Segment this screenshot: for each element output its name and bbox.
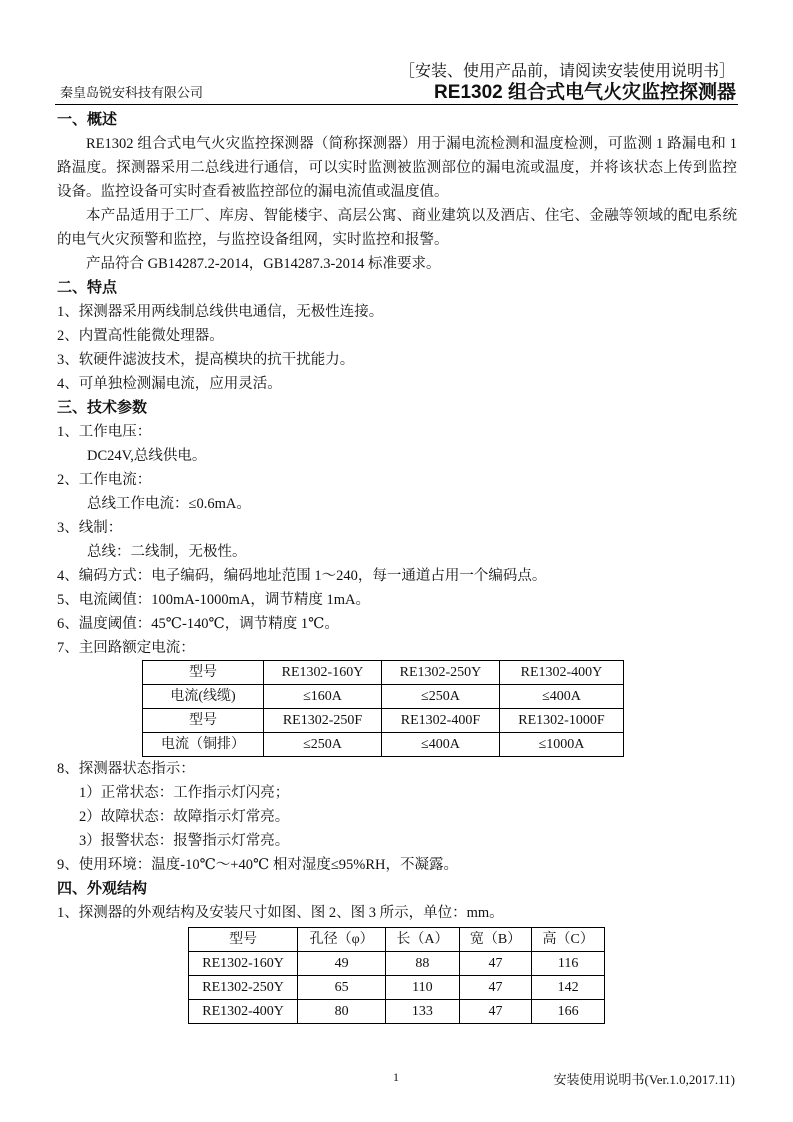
table-cell: 型号: [143, 661, 264, 685]
table-cell: 高（C）: [532, 928, 605, 952]
table-cell: ≤160A: [264, 685, 382, 709]
table-row: [189, 976, 605, 1000]
list-item-detail: 2）故障状态：故障指示灯常亮。: [79, 809, 290, 825]
table-cell: ≤250A: [381, 685, 499, 709]
list-item: 8、探测器状态指示：: [57, 761, 195, 777]
table-cell: ≤400A: [499, 685, 623, 709]
paragraph: 产品符合 GB14287.2-2014，GB14287.3-2014 标准要求。: [86, 256, 441, 272]
list-item: 3、线制：: [57, 520, 123, 536]
table-cell: 88: [386, 952, 460, 976]
list-item-detail: DC24V,总线供电。: [87, 448, 207, 464]
table-row: [143, 685, 624, 709]
rated-current-table: [142, 660, 624, 757]
list-item-detail: 3）报警状态：报警指示灯常亮。: [79, 833, 290, 849]
list-item: 1、探测器采用两线制总线供电通信，无极性连接。: [57, 304, 384, 320]
list-item: 1、探测器的外观结构及安装尺寸如图、图 2、图 3 所示，单位：mm。: [57, 905, 504, 921]
table-cell: RE1302-400F: [381, 709, 499, 733]
table-cell: 孔径（φ）: [298, 928, 386, 952]
table-cell: 142: [532, 976, 605, 1000]
table-row: [143, 661, 624, 685]
list-item: 7、主回路额定电流：: [57, 640, 195, 656]
list-item-detail: 总线工作电流：≤0.6mA。: [87, 496, 251, 512]
table-cell: ≤1000A: [499, 733, 623, 757]
section-heading-overview: 一、概述: [57, 111, 118, 128]
list-item: 4、编码方式：电子编码，编码地址范围 1～240，每一通道占用一个编码点。: [57, 568, 547, 584]
list-item: 2、工作电流：: [57, 472, 152, 488]
table-row: [189, 1000, 605, 1024]
paragraph: 本产品适用于工厂、库房、智能楼宇、高层公寓、商业建筑以及酒店、住宅、金融等领域的配电系统的电气火灾预警和监控，与监控设备组网，实时监控和报警。: [57, 208, 737, 248]
footer-version: 安装使用说明书(Ver.1.0,2017.11): [553, 1072, 735, 1087]
list-item: 4、可单独检测漏电流，应用灵活。: [57, 376, 282, 392]
table-row: [189, 928, 605, 952]
table-row: [143, 709, 624, 733]
table-cell: 电流（铜排）: [143, 733, 264, 757]
list-item-detail: 1）正常状态：工作指示灯闪亮；: [79, 785, 290, 801]
list-item: 5、电流阈值：100mA-1000mA，调节精度 1mA。: [57, 592, 370, 608]
table-cell: 110: [386, 976, 460, 1000]
table-row: [143, 733, 624, 757]
table-cell: 型号: [189, 928, 298, 952]
list-item: 9、使用环境：温度-10℃～+40℃ 相对湿度≤95%RH，不凝露。: [57, 857, 458, 873]
table-cell: RE1302-400Y: [189, 1000, 298, 1024]
company-name: 秦皇岛锐安科技有限公司: [60, 85, 204, 100]
page-number: 1: [393, 1070, 399, 1084]
table-cell: ≤400A: [381, 733, 499, 757]
paragraph: RE1302 组合式电气火灾监控探测器（简称探测器）用于漏电流检测和温度检测，可监测 1 路漏电和 1 路温度。探测器采用二总线进行通信，可以实时监测被监测部位的漏电流或温度，并将该状态上传到监控设备。监控设备可实时查看被监控部位的漏电流值或温度值。: [57, 136, 737, 200]
list-item-detail: 总线：二线制，无极性。: [87, 544, 247, 560]
table-cell: RE1302-250F: [264, 709, 382, 733]
table-cell: 49: [298, 952, 386, 976]
table-cell: 65: [298, 976, 386, 1000]
section-heading-structure: 四、外观结构: [57, 880, 148, 897]
table-cell: 47: [459, 1000, 532, 1024]
table-cell: RE1302-250Y: [189, 976, 298, 1000]
table-cell: 80: [298, 1000, 386, 1024]
table-cell: RE1302-160Y: [189, 952, 298, 976]
table-cell: 长（A）: [386, 928, 460, 952]
table-cell: 47: [459, 952, 532, 976]
table-cell: RE1302-250Y: [381, 661, 499, 685]
table-cell: 电流(线缆): [143, 685, 264, 709]
table-cell: 116: [532, 952, 605, 976]
document-title: RE1302 组合式电气火灾监控探测器: [434, 82, 736, 103]
section-heading-features: 二、特点: [57, 279, 118, 296]
table-cell: ≤250A: [264, 733, 382, 757]
table-cell: 宽（B）: [459, 928, 532, 952]
document-body: [57, 108, 737, 1024]
table-cell: RE1302-1000F: [499, 709, 623, 733]
header-note: ［安装、使用产品前，请阅读安装使用说明书］: [398, 63, 735, 80]
list-item: 3、软硬件滤波技术，提高模块的抗干扰能力。: [57, 352, 355, 368]
table-cell: 166: [532, 1000, 605, 1024]
table-row: [189, 952, 605, 976]
list-item: 2、内置高性能微处理器。: [57, 328, 224, 344]
table-cell: 型号: [143, 709, 264, 733]
table-cell: RE1302-160Y: [264, 661, 382, 685]
dimensions-table: [188, 927, 605, 1024]
list-item: 6、温度阈值：45℃-140℃，调节精度 1℃。: [57, 616, 339, 632]
section-heading-params: 三、技术参数: [57, 399, 148, 416]
table-cell: RE1302-400Y: [499, 661, 623, 685]
header-divider: [55, 104, 738, 105]
table-cell: 133: [386, 1000, 460, 1024]
table-cell: 47: [459, 976, 532, 1000]
list-item: 1、工作电压：: [57, 424, 152, 440]
